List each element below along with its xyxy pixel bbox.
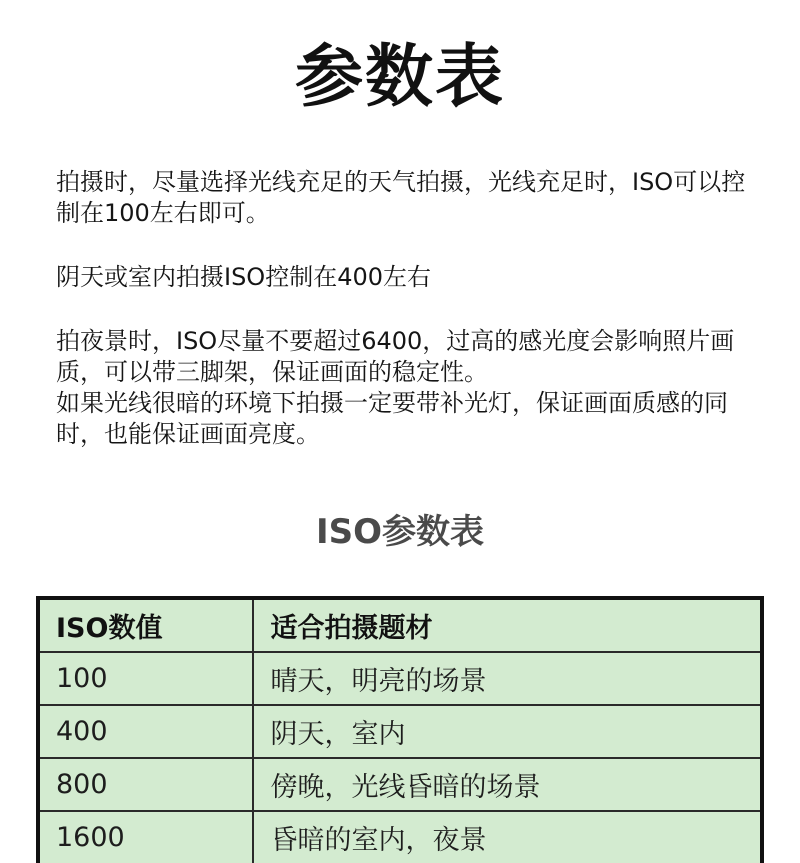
- iso-value-cell: 400: [38, 705, 253, 758]
- paragraph-night: [56, 326, 756, 450]
- iso-table: [36, 596, 764, 863]
- header-subject: 适合拍摄题材: [253, 598, 762, 652]
- table-row: [38, 758, 762, 811]
- iso-value-cell: 800: [38, 758, 253, 811]
- section-title: ISO参数表: [315, 512, 485, 552]
- iso-value-cell: 1600: [38, 811, 253, 863]
- subject-cell: 傍晚，光线昏暗的场景: [253, 758, 762, 811]
- table-row: [38, 811, 762, 863]
- table-header-row: [38, 598, 762, 652]
- paragraph-indoor: 阴天或室内拍摄ISO控制在400左右: [56, 263, 432, 291]
- table-row: [38, 705, 762, 758]
- paragraph-night-line-1: 拍夜景时，ISO尽量不要超过6400，过高的感光度会影响照片画质，可以带三脚架，保证画面的稳定性。: [56, 327, 735, 386]
- header-iso-value: ISO数值: [38, 598, 253, 652]
- subject-cell: 阴天，室内: [253, 705, 762, 758]
- iso-value-cell: 100: [38, 652, 253, 705]
- page-title: 参数表: [294, 38, 505, 117]
- paragraph-night-line-2: 如果光线很暗的环境下拍摄一定要带补光灯，保证画面质感的同时，也能保证画面亮度。: [56, 389, 728, 448]
- subject-cell: 晴天，明亮的场景: [253, 652, 762, 705]
- paragraph-bright-weather: 拍摄时，尽量选择光线充足的天气拍摄，光线充足时，ISO可以控制在100左右即可。: [56, 168, 746, 227]
- subject-cell: 昏暗的室内，夜景: [253, 811, 762, 863]
- table-row: [38, 652, 762, 705]
